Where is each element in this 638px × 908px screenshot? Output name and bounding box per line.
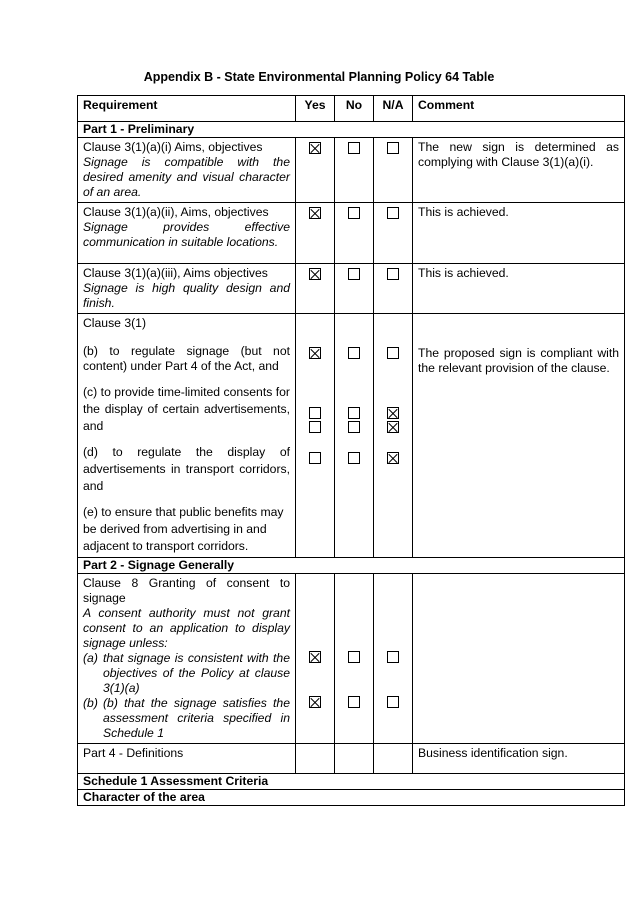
checkbox-no[interactable]: [348, 407, 360, 419]
clause-title: Clause 8 Granting of consent to signage: [83, 576, 290, 605]
checkbox-na-checked[interactable]: [387, 421, 399, 433]
comment-cell: [413, 314, 625, 558]
checkbox-no[interactable]: [348, 207, 360, 219]
table-row: [78, 203, 625, 264]
requirement-cell: [78, 574, 296, 744]
clause-item-e: (e) to ensure that public benefits may be derived from advertising in and adjacent to transport corridors.: [83, 505, 284, 553]
clause-title: Clause 3(1)(a)(ii), Aims, objectives: [83, 205, 269, 219]
table-row: [78, 264, 625, 314]
header-na: N/A: [374, 96, 413, 122]
checkbox-no[interactable]: [348, 347, 360, 359]
requirement-cell: [78, 203, 296, 264]
checkbox-no[interactable]: [348, 651, 360, 663]
list-item: (b) (b) that the signage satisfies the assessment criteria specified in Schedule 1: [83, 696, 290, 740]
table-row: [78, 138, 625, 203]
clause-title: Clause 3(1)(a)(i) Aims, objectives: [83, 140, 263, 154]
comment-cell: Business identification sign.: [413, 744, 625, 774]
checkbox-yes-checked[interactable]: [309, 207, 321, 219]
clause-item-b: (b) to regulate signage (but not content) under Part 4 of the Act, and: [83, 344, 290, 373]
checkbox-na[interactable]: [387, 142, 399, 154]
section-row: [78, 558, 625, 574]
clause-text: A consent authority must not grant consent to an application to display signage unless:: [83, 606, 290, 650]
checkbox-na[interactable]: [387, 207, 399, 219]
checkbox-na[interactable]: [387, 268, 399, 280]
requirement-cell: Part 4 - Definitions: [78, 744, 296, 774]
checkbox-na-checked[interactable]: [387, 407, 399, 419]
checkbox-no[interactable]: [348, 452, 360, 464]
clause-text: Signage provides effective communication in suitable locations.: [83, 220, 290, 249]
checkbox-na-checked[interactable]: [387, 452, 399, 464]
clause-item-c: (c) to provide time-limited consents for the display of certain advertisements, and: [83, 385, 290, 433]
header-comment: Comment: [413, 96, 625, 122]
checkbox-yes-checked[interactable]: [309, 347, 321, 359]
checkbox-na[interactable]: [387, 696, 399, 708]
checkbox-no[interactable]: [348, 142, 360, 154]
checkbox-yes[interactable]: [309, 452, 321, 464]
checkbox-no[interactable]: [348, 268, 360, 280]
comment-cell: The new sign is determined as complying with Clause 3(1)(a)(i).: [413, 138, 625, 203]
comment-text: The proposed sign is compliant with the relevant provision of the clause.: [418, 346, 619, 375]
section-part2: Part 2 - Signage Generally: [78, 558, 625, 574]
section-row: [78, 122, 625, 138]
requirement-cell: [78, 264, 296, 314]
section-part1: Part 1 - Preliminary: [78, 122, 625, 138]
section-row: [78, 774, 625, 790]
list-item: (a) that signage is consistent with the objectives of the Policy at clause 3(1)(a): [83, 651, 290, 695]
checkbox-yes-checked[interactable]: [309, 651, 321, 663]
clause-title: Clause 3(1)(a)(iii), Aims objectives: [83, 266, 268, 280]
table-row: [78, 314, 625, 558]
section-schedule1: Schedule 1 Assessment Criteria: [78, 774, 625, 790]
sepp64-table: [77, 95, 625, 806]
header-yes: Yes: [296, 96, 335, 122]
checkbox-yes-checked[interactable]: [309, 268, 321, 280]
clause-title: Clause 3(1): [83, 316, 146, 330]
clause-text: Signage is high quality design and finish.: [83, 281, 290, 310]
header-requirement: Requirement: [78, 96, 296, 122]
header-row: [78, 96, 625, 122]
checkbox-yes[interactable]: [309, 421, 321, 433]
requirement-cell: [78, 138, 296, 203]
section-row: [78, 790, 625, 806]
checkbox-na[interactable]: [387, 651, 399, 663]
checkbox-yes[interactable]: [309, 407, 321, 419]
table-row: [78, 574, 625, 744]
checkbox-yes-checked[interactable]: [309, 696, 321, 708]
comment-cell: This is achieved.: [413, 264, 625, 314]
comment-cell: This is achieved.: [413, 203, 625, 264]
header-no: No: [335, 96, 374, 122]
clause-item-d: (d) to regulate the display of advertisements in transport corridors, and: [83, 445, 290, 493]
checkbox-no[interactable]: [348, 421, 360, 433]
checkbox-na[interactable]: [387, 347, 399, 359]
table-row: [78, 744, 625, 774]
page-title: Appendix B - State Environmental Planning Policy 64 Table: [143, 70, 495, 84]
requirement-cell: [78, 314, 296, 558]
section-character: Character of the area: [78, 790, 625, 806]
clause-text: Signage is compatible with the desired amenity and visual character of an area.: [83, 155, 290, 199]
comment-cell: [413, 574, 625, 744]
checkbox-yes-checked[interactable]: [309, 142, 321, 154]
checkbox-no[interactable]: [348, 696, 360, 708]
